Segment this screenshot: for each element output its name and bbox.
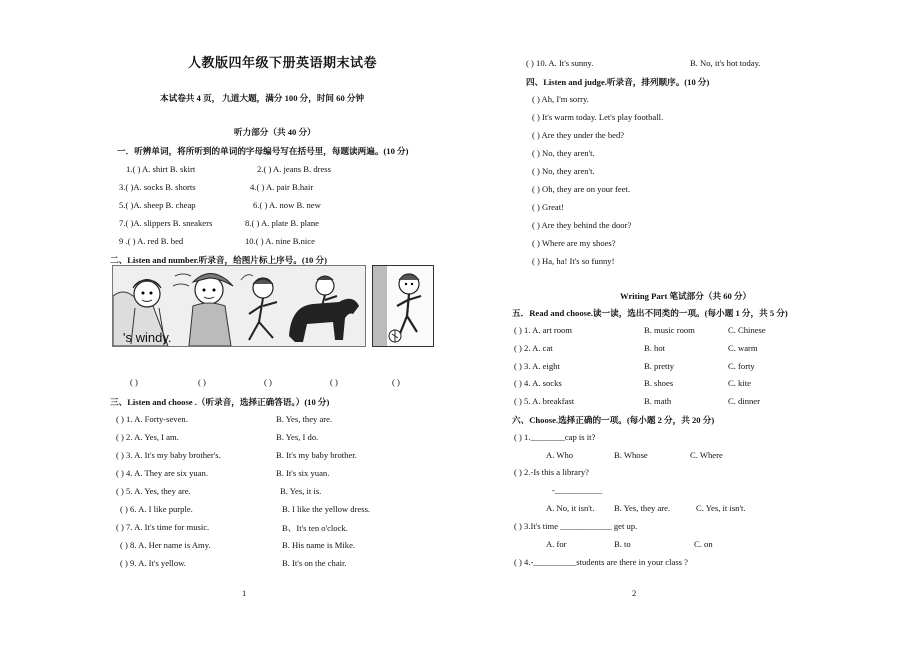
- s1-item: 8.( ) A. plate B. plane: [245, 218, 319, 228]
- s4-item: ( ) Ha, ha! It's so funny!: [532, 256, 615, 266]
- s3-question: ( ) 8. A. Her name is Amy.: [120, 540, 211, 550]
- s1-item: 5.( )A. sheep B. cheap: [119, 200, 196, 210]
- picture-blank[interactable]: ( ): [392, 377, 400, 387]
- page-number-left: 1: [242, 588, 247, 598]
- s3-question: ( ) 1. A. Forty-seven.: [116, 414, 188, 424]
- s3-option-b: B. Yes, I do.: [276, 432, 319, 442]
- s4-item: ( ) Oh, they are on your feet.: [532, 184, 631, 194]
- running-boy-picture-icon: [241, 275, 277, 340]
- s1-item: 10.( ) A. nine B.nice: [245, 236, 315, 246]
- s5-item-b: B. shoes: [644, 378, 674, 388]
- s6-option: A. for: [546, 539, 567, 549]
- s3-question: ( ) 6. A. I like purple.: [120, 504, 193, 514]
- s3-option-b: B. It's my baby brother.: [276, 450, 357, 460]
- s6-option: B. Whose: [614, 450, 648, 460]
- s1-item: 6.( ) A. now B. new: [253, 200, 321, 210]
- s3-question: ( ) 10. A. It's sunny.: [526, 58, 594, 68]
- section-6-heading: 六、Choose.选择正确的一项。(每小题 2 分，共 20 分): [512, 415, 715, 425]
- s6-option: B. to: [614, 539, 631, 549]
- s3-option-b: B. Yes, it is.: [280, 486, 322, 496]
- s5-item-c: C. forty: [728, 361, 755, 371]
- s6-option: C. Yes, it isn't.: [696, 503, 746, 513]
- s5-item-b: B. music room: [644, 325, 695, 335]
- s3-option-b: B. No, it's hot today.: [690, 58, 761, 68]
- s1-item: 3.( )A. socks B. shorts: [119, 182, 196, 192]
- section-4-heading: 四、Listen and judge.听录音，排列顺序。(10 分): [526, 77, 710, 87]
- s5-item-c: C. Chinese: [728, 325, 766, 335]
- section-5-heading: 五．Read and choose.读一读，选出不同类的一项。(每小题 1 分，共 5 分): [512, 308, 788, 318]
- s3-option-b: B. Yes, they are.: [276, 414, 333, 424]
- picture-caption: 's windy.: [123, 330, 172, 345]
- s6-option: C. Where: [690, 450, 723, 460]
- s1-item: 2.( ) A. jeans B. dress: [257, 164, 331, 174]
- picture-blank[interactable]: ( ): [198, 377, 206, 387]
- section-3-heading: 三、Listen and choose .（听录音，选择正确答语。）(10 分): [110, 397, 330, 407]
- s5-item-a: ( ) 2. A. cat: [514, 343, 553, 353]
- horse-rider-picture-icon: [289, 276, 359, 342]
- writing-heading: Writing Part 笔试部分（共 60 分）: [620, 291, 752, 301]
- s5-item-a: ( ) 1. A. art room: [514, 325, 572, 335]
- s6-question-3: ( ) 3.It's time ____________ get up.: [514, 521, 638, 531]
- s4-item: ( ) Where are my shoes?: [532, 238, 616, 248]
- s3-option-b: B. It's on the chair.: [282, 558, 347, 568]
- picture-blank[interactable]: ( ): [264, 377, 272, 387]
- listening-heading: 听力部分（共 40 分）: [234, 127, 316, 137]
- s3-question: ( ) 2. A. Yes, I am.: [116, 432, 179, 442]
- s1-item: 9 .( ) A. red B. bed: [119, 236, 184, 246]
- s6-option: A. No, it isn't.: [546, 503, 595, 513]
- s5-item-b: B. hot: [644, 343, 666, 353]
- s5-item-c: C. warm: [728, 343, 758, 353]
- s4-item: ( ) Ah, I'm sorry.: [532, 94, 589, 104]
- section-1-heading: 一．听辨单词，将所听到的单词的字母编号写在括号里，每题读两遍。(10 分): [117, 146, 409, 156]
- s6-option: C. on: [694, 539, 713, 549]
- s6-option: A. Who: [546, 450, 574, 460]
- s4-item: ( ) No, they aren't.: [532, 166, 595, 176]
- s5-item-a: ( ) 5. A. breakfast: [514, 396, 575, 406]
- s3-question: ( ) 9. A. It's yellow.: [120, 558, 186, 568]
- picture-blank[interactable]: ( ): [330, 377, 338, 387]
- s5-item-b: B. pretty: [644, 361, 675, 371]
- s1-item: 1.( ) A. shirt B. skirt: [126, 164, 196, 174]
- windy-girl-picture-icon: [173, 273, 233, 346]
- s1-item: 7.( )A. slippers B. sneakers: [119, 218, 213, 228]
- s1-item: 4.( ) A. pair B.hair: [250, 182, 314, 192]
- s5-item-c: C. dinner: [728, 396, 760, 406]
- s6-question-1: ( ) 1.________cap is it?: [514, 432, 596, 442]
- s3-option-b: B. His name is Mike.: [282, 540, 356, 550]
- s3-question: ( ) 7. A. It's time for music.: [116, 522, 210, 532]
- s6-question-2: ( ) 2.-Is this a library?: [514, 467, 589, 477]
- section-2-heading: 二、Listen and number.听录音，给图片标上序号。(10 分): [110, 255, 327, 265]
- s4-item: ( ) It's warm today. Let's play football.: [532, 112, 664, 122]
- s6-answer-blank: -___________: [552, 485, 603, 495]
- football-picture: [372, 265, 434, 347]
- page-number-right: 2: [632, 588, 637, 598]
- s6-option: B. Yes, they are.: [614, 503, 671, 513]
- s4-item: ( ) Great!: [532, 202, 564, 212]
- exam-info: 本试卷共 4 页， 九道大题，满分 100 分，时间 60 分钟: [160, 93, 365, 103]
- s3-question: ( ) 5. A. Yes, they are.: [116, 486, 191, 496]
- picture-blank[interactable]: ( ): [130, 377, 138, 387]
- s3-option-b: B、It's ten o'clock.: [282, 523, 348, 533]
- s3-option-b: B. I like the yellow dress.: [282, 504, 371, 514]
- s4-item: ( ) No, they aren't.: [532, 148, 595, 158]
- s4-item: ( ) Are they under the bed?: [532, 130, 625, 140]
- s4-item: ( ) Are they behind the door?: [532, 220, 632, 230]
- page-title: 人教版四年级下册英语期末试卷: [188, 55, 378, 70]
- s5-item-a: ( ) 3. A. eight: [514, 361, 560, 371]
- s5-item-c: C. kite: [728, 378, 751, 388]
- s5-item-a: ( ) 4. A. socks: [514, 378, 562, 388]
- football-boy-icon: [373, 266, 433, 346]
- listening-pictures-strip: [112, 265, 366, 347]
- s3-question: ( ) 3. A. It's my baby brother's.: [116, 450, 221, 460]
- s5-item-b: B. math: [644, 396, 672, 406]
- s3-option-b: B. It's six yuan.: [276, 468, 330, 478]
- s6-question-4: ( ) 4.-__________students are there in your class ?: [514, 557, 688, 567]
- s3-question: ( ) 4. A. They are six yuan.: [116, 468, 208, 478]
